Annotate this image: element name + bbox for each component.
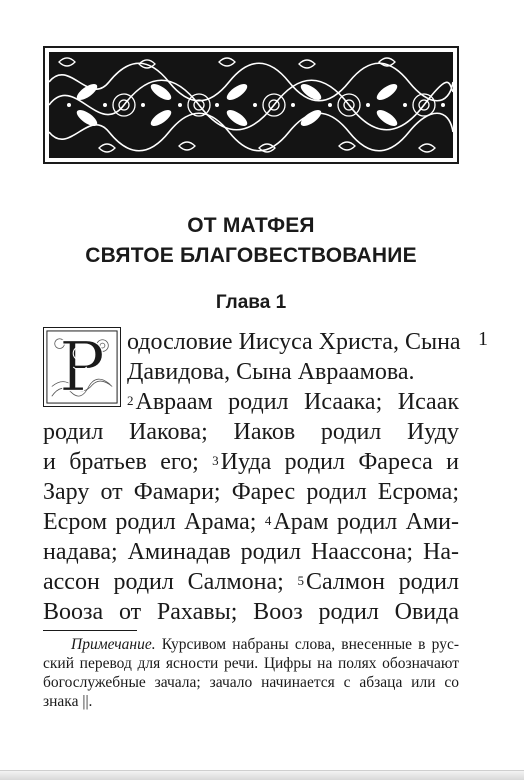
verse-number: 4 (264, 513, 272, 528)
footnote-line-2: ский перевод для ясности речи. Цифры на полях обозначают (43, 655, 459, 672)
verse-line-2: Давидова, Сына Авраамова. (127, 359, 415, 385)
dropcap-glyph: Р (59, 328, 105, 406)
zachalo-margin-number: 1 (478, 328, 488, 350)
footnote (43, 635, 459, 711)
verse-line-9: ассон родил Салмона; $^5$Салмон родил (43, 569, 459, 595)
dropcap-ornament-icon (44, 328, 120, 406)
verse-line-8: надава; Аминадав родил Наассона; На- (43, 539, 459, 565)
ornamental-header-band (43, 46, 459, 164)
verse-line-4: родил Иакова; Иаков родил Иуду (43, 419, 459, 445)
chapter-heading: Глава 1 (215, 292, 287, 313)
footnote-line-1: Примечание. Курсивом набраны слова, внесенные в рус- (71, 636, 459, 653)
floral-ornament-icon (49, 52, 453, 158)
verse-line-3: $^2$Авраам родил Исаака; Исаак (127, 389, 459, 415)
verse-number: 3 (212, 453, 219, 468)
ornament-pattern (49, 52, 453, 158)
dropcap-letter-image (43, 327, 121, 407)
verse-number: 5 (297, 573, 305, 588)
verse-line-6: Зару от Фамари; Фарес родил Есрома; (43, 479, 459, 505)
footnote-line-3: богослужебные зачала; зачало начинается с абзаца или со (43, 674, 459, 691)
footnote-label: Примечание. (71, 636, 156, 653)
book-title-line1: ОТ МАТФЕЯ (187, 214, 315, 237)
verse-line-5: и братьев его; $^3$Иуда родил Фареса и (43, 449, 460, 475)
footnote-line-4: знака ||. (43, 693, 93, 710)
verse-line-10: Вооза от Рахавы; Вооз родил Овида (43, 599, 459, 625)
verse-line-7: Есром родил Арама; $^4$Арам родил Ами- (43, 509, 459, 535)
book-title-line2: СВЯТОЕ БЛАГОВЕСТВОВАНИЕ (85, 244, 417, 267)
footnote-divider (43, 630, 137, 631)
verse-number: 2 (127, 393, 134, 408)
verse-line-1: одословие Иисуса Христа, Сына (127, 329, 461, 355)
